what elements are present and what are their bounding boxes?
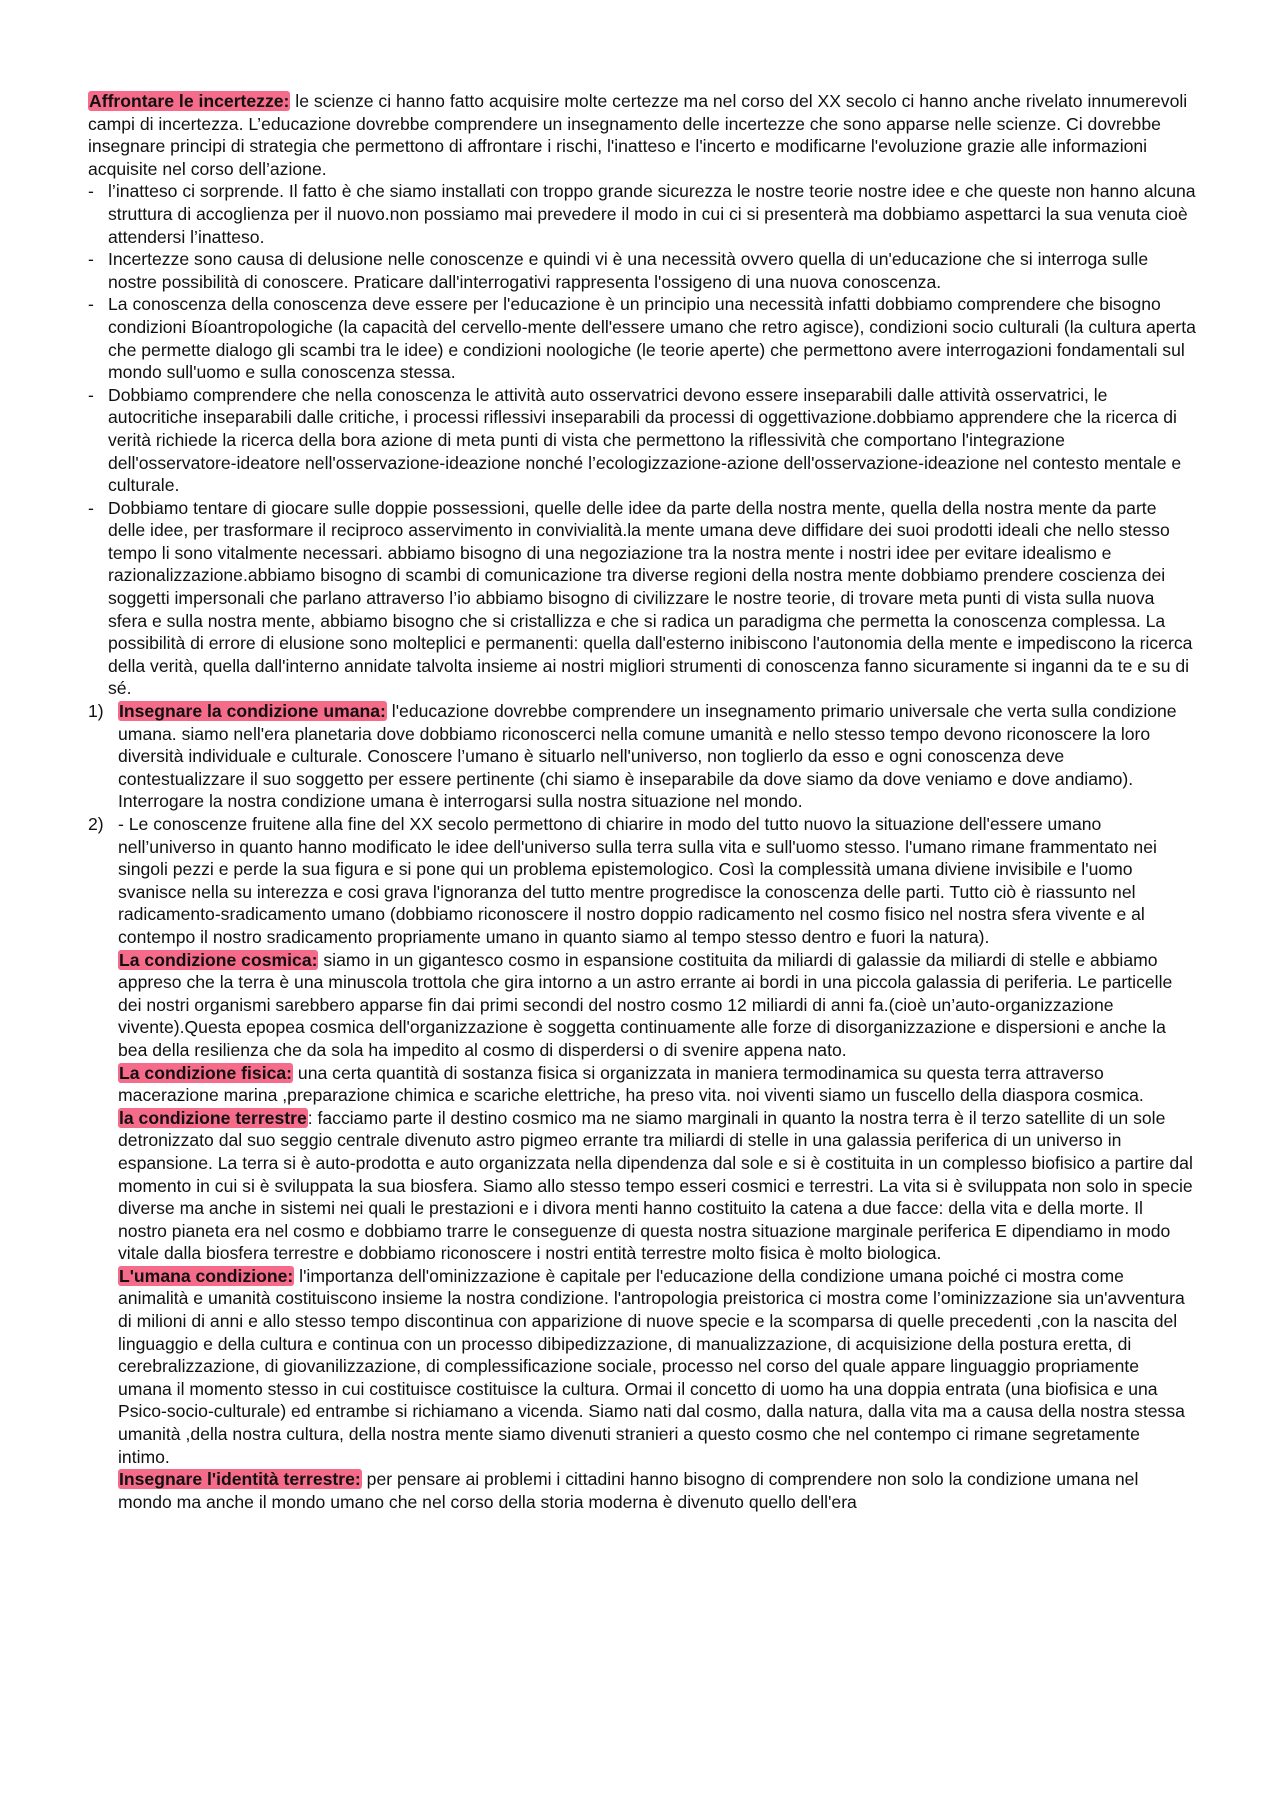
bullet-marker: - <box>88 384 94 405</box>
numbered-text: - Le conoscenze fruitene alla fine del XX secolo permettono di chiarire in modo del tutto nuovo la situazione dell'essere umano nell’universo in quanto hanno modificato le idee dell'universo sulla terra sulla vita e sull'uomo stesso. l'umano rimane frammentato nei singoli pezzi e perde la sua figura e si pone qui un problema epistemologico. Così la complessità umana diviene invisibile e l'uomo svanisce nella su interezza e cosi grava l'ignoranza del tutto mentre progredisce la conoscenza delle parti. Tutto ciò è riassunto nel radicamento-sradicamento umano (dobbiamo riconoscere il nostro doppio radicamento nel cosmo fisico nel nostra sfera vivente e al contempo il nostro sradicamento propriamente umano in quanto siamo al tempo stesso dentro e fuori la natura). <box>118 814 1157 947</box>
bullet-text: Dobbiamo tentare di giocare sulle doppie possessioni, quelle delle idee da parte della nostra mente, quella della nostra mente da parte delle idee, per trasformare il reciproco asservimento in convivialità.la mente umana deve diffidare dei suoi prodotti ideali che nello stesso tempo li sono vitalmente necessari. abbiamo bisogno di una negoziazione tra la nostra mente i nostri idee per evitare idealismo e razionalizzazione.abbiamo bisogno di scambi di comunicazione tra diverse regioni della nostra mente dobbiamo prendere coscienza dei soggetti impersonali che parlano attraverso l’io abbiamo bisogno di civilizzare le nostre teorie, di trovare meta punti di vista sulla nuova sfera e sulla nostra mente, abbiamo bisogno che si cristallizza e che si radica un paradigma che permetta la conoscenza complessa. La possibilità di errore di elusione sono molteplici e permanenti: quella dall'esterno inibiscono l'autonomia della mente e impediscono la ricerca della verità, quella dall'interno annidate talvolta insieme ai nostri migliori strumenti di conoscenza fanno sicuramente si inganni da te e su di sé. <box>108 497 1193 699</box>
section-paragraph <box>88 1107 1196 1265</box>
document-page <box>88 90 1196 1513</box>
numbered-text: l'educazione dovrebbe comprendere un insegnamento primario universale che verta sulla condizione umana. siamo nell'era planetaria dove dobbiamo riconoscerci nella comune umanità e nello stesso tempo devono riconoscere la loro diversità individuale e culturale. Conoscere l’umano è situarlo nell'universo, non toglierlo da esso e ogni conoscenza deve contestualizzare il suo soggetto per essere pertinente (chi siamo è inseparabile da dove siamo da dove veniamo e dove andiamo). Interrogare la nostra condizione umana è interrogarsi sulla nostra situazione nel mondo. <box>118 701 1177 812</box>
section-heading: la condizione terrestre <box>119 1107 307 1128</box>
section-paragraph <box>88 1265 1196 1468</box>
bullet-item <box>88 248 1196 293</box>
section-text: : facciamo parte il destino cosmico ma ne siamo marginali in quanto la nostra terra è il terzo satellite di un sole detronizzato dal suo seggio centrale divenuto astro pigmeo errante tra miliardi di stelle in una galassia periferica di un universo in espansione. La terra si è auto-prodotta e auto organizzata nella dipendenza dal sole e si è costituita in un complesso biofisico a partire dal momento in cui si è sviluppata la sua biosfera. Siamo allo stesso tempo esseri cosmici e terrestri. La vita si è sviluppata non solo in specie diverse ma anche in sistemi nei quali le prestazioni e i divora menti hanno costituito la catena a due facce: della vita e della morte. Il nostro pianeta era nel cosmo e dobbiamo trarre le conseguenze di questa nostra situazione marginale periferica E dipendiamo in modo vitale dalla biosfera terrestre e dobbiamo riconoscere i nostri entità terrestre molto fisica è molto biologica. <box>118 1107 1193 1264</box>
section-paragraph <box>88 1468 1196 1513</box>
section-heading: Insegnare l'identità terrestre: <box>119 1469 361 1490</box>
bullet-text: La conoscenza della conoscenza deve essere per l'educazione è un principio una necessità infatti dobbiamo comprendere che bisogno condizioni Bíoantropologiche (la capacità del cervello-mente dell'essere umano che retro agisce), condizioni socio culturali (la cultura aperta che permette dialogo gli scambi tra le idee) e condizioni noologiche (le teorie aperte) che permettono avere interrogazioni fondamentali sul mondo sull'uomo e sulla conoscenza stessa. <box>108 294 1196 383</box>
section-text: una certa quantità di sostanza fisica si organizzata in maniera termodinamica su questa terra attraverso macerazione marina ,preparazione chimica e scariche elettriche, ha preso vita. noi viventi siamo un fuscello della diaspora cosmica. <box>118 1062 1144 1106</box>
section-text: l'importanza dell'ominizzazione è capitale per l'educazione della condizione umana poiché ci mostra come animalità e umanità costituiscono insieme la nostra condizione. l'antropologia preistorica ci mostra come l’ominizzazione sia un'avventura di milioni di anni e allo stesso tempo discontinua con apparizione di nuove specie e la scomparsa di quelle precedenti ,con la nascita del linguaggio e della cultura e continua con un processo dibipedizzazione, di manualizzazione, di acquisizione della postura eretta, di cerebralizzazione, di giovanilizzazione, di complessificazione sociale, processo nel corso del quale appare linguaggio propriamente umana il momento stesso in cui costituisce costituisce la cultura. Ormai il concetto di uomo ha una doppia entrata (una biofisica e una Psico-socio-culturale) ed entrambe si richiamano a vicenda. Siamo nati dal cosmo, dalla natura, dalla vita ma a causa della nostra stessa umanità ,della nostra cultura, della nostra mente siamo divenuti stranieri a questo cosmo che nel contempo ci rimane segretamente intimo. <box>118 1265 1185 1467</box>
intro-heading: Affrontare le incertezze: <box>89 91 290 111</box>
numbered-heading: Insegnare la condizione umana: <box>119 701 386 722</box>
number-marker: 2) <box>88 814 104 834</box>
bullet-marker: - <box>88 294 94 315</box>
bullet-text: Dobbiamo comprendere che nella conoscenza le attività auto osservatrici devono essere inseparabili dalle attività osservatrici, le autocritiche inseparabili dalle critiche, i processi riflessivi inseparabili da processi di oggettivazione.dobbiamo apprendere che la ricerca di verità richiede la ricerca della bora azione di meta punti di vista che permettono la riflessività che comportano l'integrazione dell'osservatore-ideatore nell'osservazione-ideazione nonché l’ecologizzazione-azione dell'osservazione-ideazione nel contesto mentale e culturale. <box>108 384 1182 496</box>
bullet-marker: - <box>88 249 94 270</box>
section-heading: L'umana condizione: <box>119 1265 294 1286</box>
section-heading: La condizione cosmica: <box>119 949 318 970</box>
section-paragraph <box>88 1062 1196 1107</box>
bullet-text: l’inatteso ci sorprende. Il fatto è che siamo installati con troppo grande sicurezza le nostre teorie nostre idee e che queste non hanno alcuna struttura di accoglienza per il nuovo.non possiamo mai prevedere il modo in cui ci si presenterà ma dobbiamo aspettarci la sua venuta cioè attendersi l’inatteso. <box>108 181 1196 247</box>
section-text: per pensare ai problemi i cittadini hanno bisogno di comprendere non solo la condizione umana nel mondo ma anche il mondo umano che nel corso della storia moderna è divenuto quello dell'era <box>118 1469 1139 1512</box>
bullet-item <box>88 497 1196 700</box>
section-paragraph <box>88 949 1196 1062</box>
bullet-item <box>88 384 1196 497</box>
bullet-marker: - <box>88 497 94 518</box>
intro-text: le scienze ci hanno fatto acquisire molte certezze ma nel corso del XX secolo ci hanno anche rivelato innumerevoli campi di incertezza. L’educazione dovrebbe comprendere un insegnamento delle incertezze che sono apparse nelle scienze. Ci dovrebbe insegnare principi di strategia che permettono di affrontare i rischi, l'inatteso e l'incerto e modificarne l'evoluzione grazie alle informazioni acquisite nel corso dell’azione. <box>88 91 1188 179</box>
bullet-marker: - <box>88 181 94 202</box>
bullet-item <box>88 293 1196 383</box>
section-text: siamo in un gigantesco cosmo in espansione costituita da miliardi di galassie da miliardi di stelle e abbiamo appreso che la terra è una minuscola trottola che gira intorno a un astro errante ai bordi in una piccola galassia di periferia. Le particelle dei nostri organismi sarebbero apparse fin dai primi secondi del nostro cosmo 12 miliardi di anni fa.(cioè un’auto-organizzazione vivente).Questa epopea cosmica dell'organizzazione è soggetta continuamente alle forze di disorganizzazione e dispersioni e anche la bea della resilienza che da sola ha impedito al cosmo di disperdersi o di svenire appena nato. <box>118 949 1173 1060</box>
intro-paragraph <box>88 90 1196 180</box>
section-heading: La condizione fisica: <box>119 1062 293 1083</box>
numbered-item <box>88 700 1196 813</box>
bullet-text: Incertezze sono causa di delusione nelle conoscenze e quindi vi è una necessità ovvero quella di un'educazione che si interroga sulle nostre possibilità di conoscere. Praticare dall'interrogativi rappresenta l'ossigeno di una nuova conoscenza. <box>108 249 1149 292</box>
number-marker: 1) <box>88 701 104 722</box>
numbered-item <box>88 813 1196 949</box>
bullet-item <box>88 180 1196 248</box>
